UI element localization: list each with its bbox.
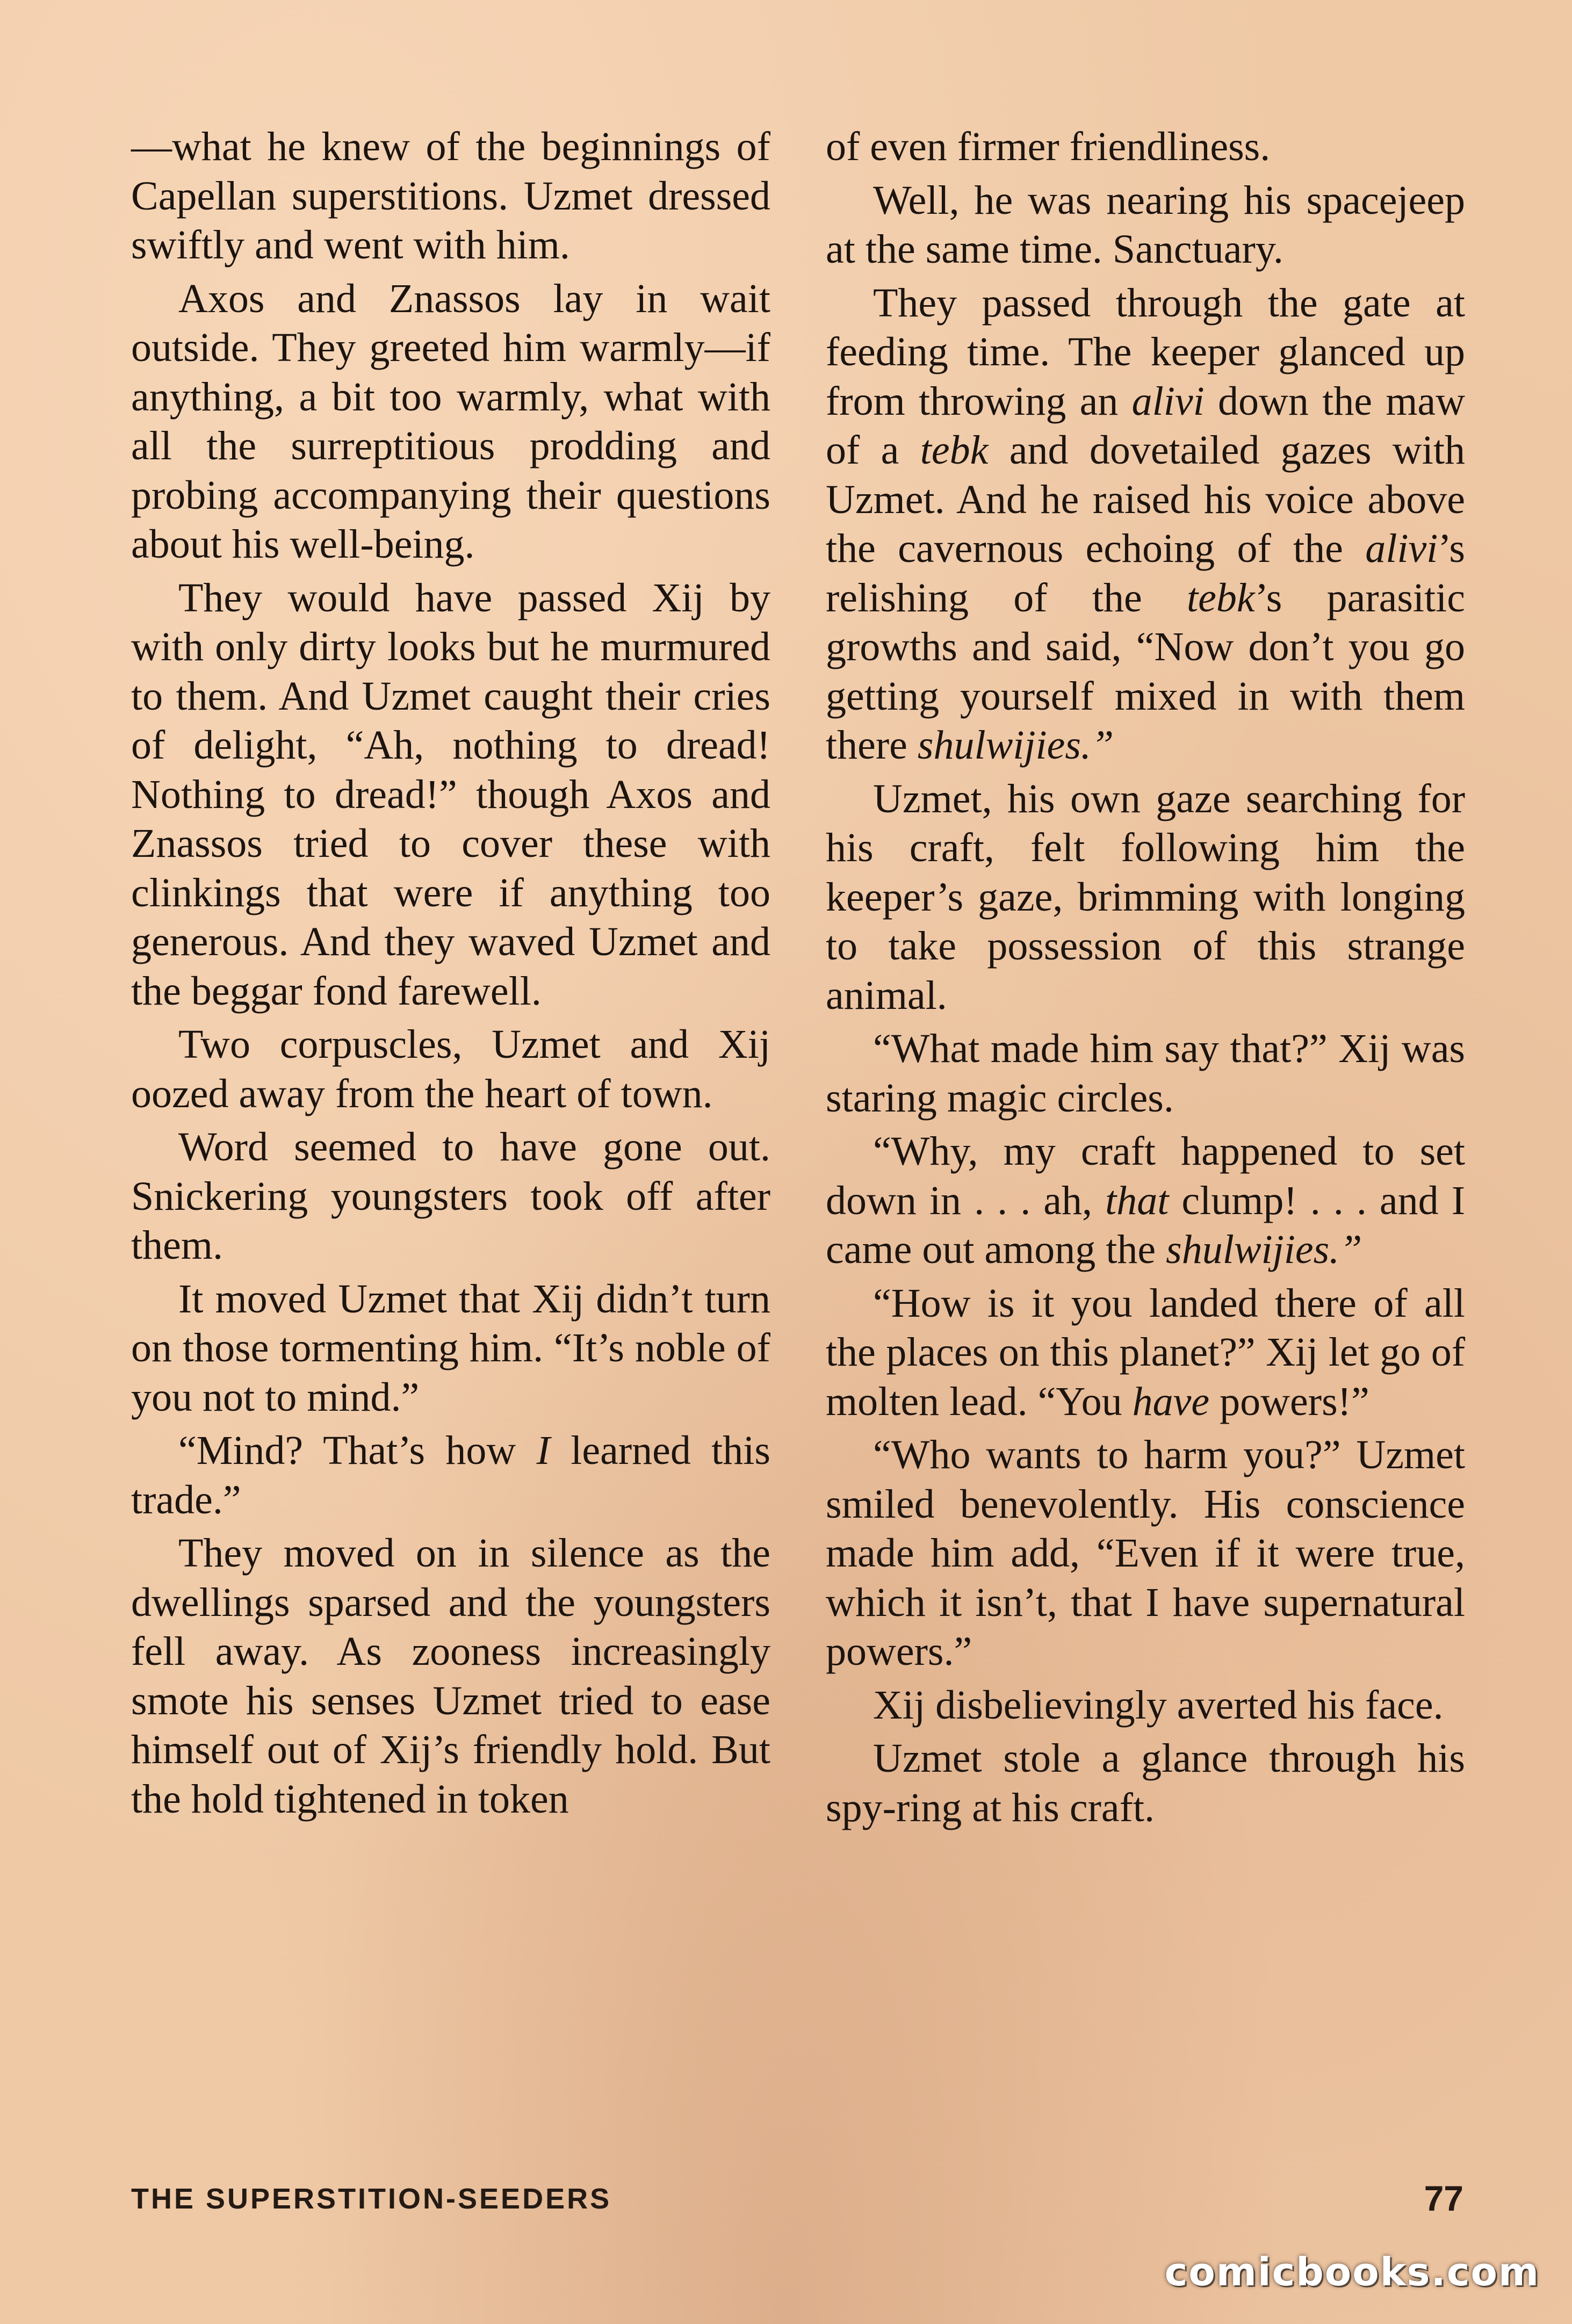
text-run: clump! . . . and I came out among the <box>826 1178 1465 1272</box>
paragraph: Well, he was nearing his spacejeep at the same time. Sanctuary. <box>826 177 1465 272</box>
paragraph: They moved on in silence as the dwellings sparsed and the youngsters fell away. As zooness increasingly smote his senses Uzmet tried to ease himself out of Xij’s friendly hold. But the hold tightened in token <box>131 1531 770 1822</box>
text-run: “Mind? That’s how <box>178 1428 537 1473</box>
text-run: learned this trade.” <box>131 1428 770 1522</box>
italic-text: that <box>1105 1178 1169 1223</box>
text-run: and dovetailed gazes with Uzmet. And he raised his voice above the cavernous echoing of the <box>826 428 1465 571</box>
italic-text: shulwijies.” <box>1166 1227 1362 1272</box>
text-run: “How is it you landed there of all the places on this planet?” Xij let go of molten lead. “You <box>826 1280 1465 1424</box>
italic-text: alivi <box>1131 378 1205 424</box>
paragraph: Uzmet, his own gaze searching for his craft, felt following him the keeper’s gaze, brimming with longing to take possession of this strange animal. <box>826 776 1465 1018</box>
paragraph: It moved Uzmet that Xij didn’t turn on those tormenting him. “It’s noble of you not to mind.” <box>131 1276 770 1420</box>
paragraph <box>826 1127 1465 1275</box>
page-footer <box>131 2177 1463 2236</box>
running-head: THE SUPERSTITION-SEEDERS <box>131 2183 612 2215</box>
text-run: They passed through the gate at feeding time. The keeper glanced up from throwing an <box>826 280 1465 424</box>
italic-text: tebk <box>920 428 989 473</box>
text-run: powers!” <box>1209 1378 1369 1424</box>
italic-text: I <box>536 1428 550 1473</box>
text-column-right <box>826 122 1465 1832</box>
paragraph: Two corpuscles, Uzmet and Xij oozed away from the heart of town. <box>131 1022 770 1116</box>
text-column-left <box>131 122 770 1824</box>
paragraph: Word seemed to have gone out. Snickering youngsters took off after them. <box>131 1124 770 1268</box>
paragraph <box>131 1426 770 1525</box>
paragraph: of even firmer friendliness. <box>826 124 1271 169</box>
italic-text: have <box>1132 1378 1210 1424</box>
text-run: ’s relishing of the <box>826 526 1465 620</box>
paragraph <box>826 279 1465 770</box>
paragraph: Uzmet stole a glance through his spy-ring at his craft. <box>826 1736 1465 1830</box>
watermark: comicbooks.com <box>1164 2249 1540 2294</box>
italic-text: shulwijies.” <box>917 723 1114 768</box>
paragraph: Xij disbelievingly averted his face. <box>873 1682 1444 1728</box>
text-run: “Why, my craft happened to set down in . . . ah, <box>826 1129 1465 1223</box>
paragraph: They would have passed Xij by with only dirty looks but he murmured to them. And Uzmet caught their cries of delight, “Ah, nothing to dread! Nothing to dread!” though Axos and Znassos tried to cover these with clinkings that were if anything too generous. And they waved Uzmet and the beggar fond farewell. <box>131 575 770 1014</box>
text-run: ’s parasitic growths and said, “Now don’t you go getting yourself mixed in with them there <box>826 575 1466 768</box>
paragraph <box>826 1279 1465 1427</box>
paragraph: “Who wants to harm you?” Uzmet smiled benevolently. His conscience made him add, “Even if it were true, which it isn’t, that I have supernatural powers.” <box>826 1432 1465 1674</box>
text-run: down the maw of a <box>826 378 1465 473</box>
italic-text: tebk <box>1187 575 1255 620</box>
paragraph: “What made him say that?” Xij was staring magic circles. <box>826 1026 1465 1121</box>
paragraph: Axos and Znassos lay in wait outside. They greeted him warmly—if anything, a bit too warmly, what with all the surreptitious prodding and probing accompanying their questions about his well-being. <box>131 276 770 567</box>
italic-text: alivi <box>1365 526 1438 571</box>
page-number: 77 <box>1424 2178 1463 2218</box>
paragraph: —what he knew of the beginnings of Capellan superstitions. Uzmet dressed swiftly and went with him. <box>131 124 770 268</box>
